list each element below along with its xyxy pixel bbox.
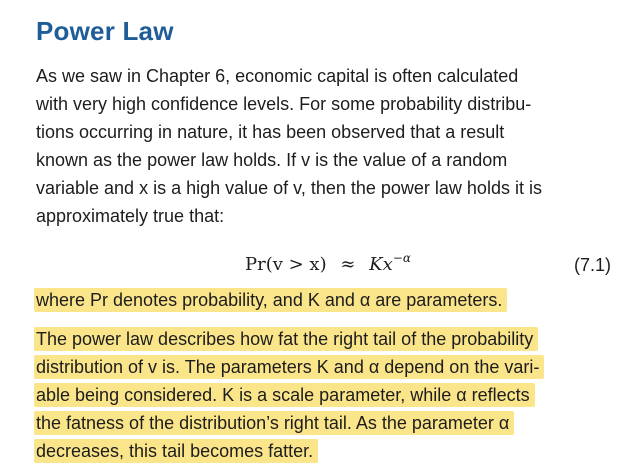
intro-line-2: with very high confidence levels. For some probability distribu- bbox=[36, 94, 532, 114]
description-line-3 bbox=[36, 381, 626, 409]
definition-paragraph bbox=[36, 286, 626, 314]
intro-line-1: As we saw in Chapter 6, economic capital is often calculated bbox=[36, 66, 519, 86]
definition-line bbox=[36, 286, 626, 314]
description-line-2 bbox=[36, 353, 626, 381]
highlighted-text: where Pr denotes probability, and K and α are parameters. bbox=[34, 288, 507, 312]
description-line-1 bbox=[36, 325, 626, 353]
equation-relation: ≈ bbox=[340, 254, 356, 275]
description-paragraph bbox=[36, 325, 626, 465]
equation-lhs: Pr(v > x) bbox=[245, 254, 327, 275]
intro-paragraph bbox=[36, 62, 626, 230]
highlighted-text: able being considered. K is a scale parameter, while α reflects bbox=[34, 383, 535, 407]
highlighted-text: decreases, this tail becomes fatter. bbox=[34, 439, 318, 463]
highlighted-text: The power law describes how fat the right tail of the probability bbox=[34, 327, 538, 351]
intro-line-4: known as the power law holds. If v is the value of a random bbox=[36, 150, 508, 170]
equation-number: (7.1) bbox=[573, 255, 611, 275]
highlighted-text: the fatness of the distribution’s right tail. As the parameter α bbox=[34, 411, 514, 435]
highlighted-text: distribution of v is. The parameters K and α depend on the vari- bbox=[34, 355, 544, 379]
equation-rhs-exponent: −α bbox=[392, 251, 411, 265]
intro-line-5: variable and x is a high value of v, then the power law holds it is bbox=[36, 178, 542, 198]
equation-7-1 bbox=[36, 250, 611, 280]
section-heading: Power Law bbox=[36, 16, 174, 46]
description-line-5 bbox=[36, 437, 626, 465]
equation-expression bbox=[245, 250, 411, 281]
description-line-4 bbox=[36, 409, 626, 437]
intro-line-6: approximately true that: bbox=[36, 206, 225, 226]
equation-rhs-base: Kx bbox=[369, 254, 393, 275]
intro-line-3: tions occurring in nature, it has been observed that a result bbox=[36, 122, 505, 142]
